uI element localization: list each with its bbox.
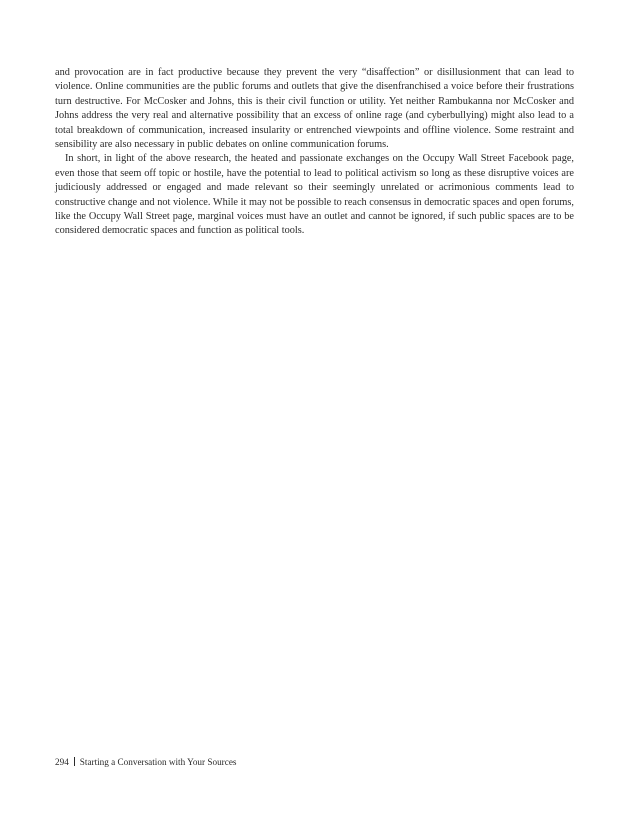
running-title: Starting a Conversation with Your Sources — [79, 757, 237, 767]
body-text — [55, 66, 574, 239]
page-footer — [55, 756, 236, 768]
paragraph-continued: and provocation are in fact productive because they prevent the very “disaffection” or disillusionment that can lead to violence. Online communities are the public forums and outlets that give the disenfranchised a voice before their frustrations turn destructive. For McCosker and Johns, this is their civil function or utility. Yet neither Rambukanna nor McCosker and Johns address the very real and alternative possibility that an excess of online rage (and cyberbullying) might also lead to a total breakdown of communication, increased insularity or entrenched viewpoints and offline violence. Some restraint and sensibility are also necessary in public debates on online communication forums. — [55, 67, 574, 151]
page-number: 294 — [55, 757, 69, 767]
footer-separator — [74, 757, 75, 766]
paragraph-conclusion: In short, in light of the above research, the heated and passionate exchanges on the Occupy Wall Street Facebook page, even those that seem off topic or hostile, have the potential to lead to political activism so long as these disruptive voices are judiciously addressed or engaged and made relevant so their seemingly unrelated or acrimonious comments lead to constructive change and not violence. While it may not be possible to reach consensus in democratic spaces and open forums, like the Occupy Wall Street page, marginal voices must have an outlet and cannot be ignored, if such public spaces are to be considered democratic spaces and function as political tools. — [55, 153, 574, 237]
